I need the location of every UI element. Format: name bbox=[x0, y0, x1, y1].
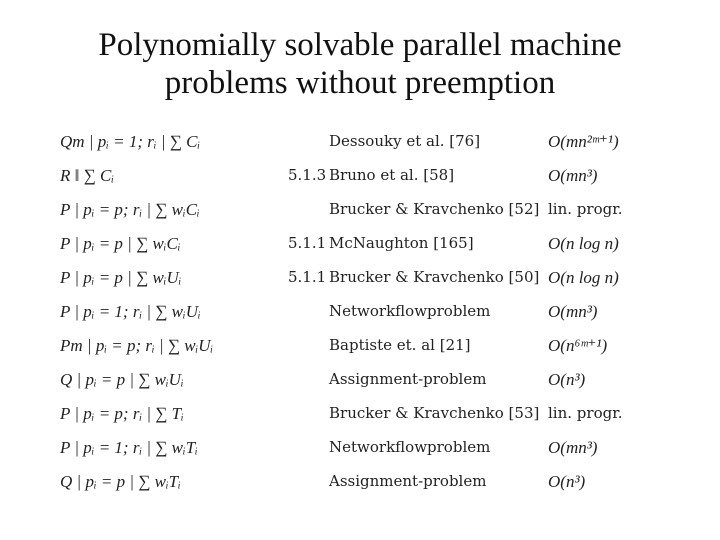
complexity: lin. progr. bbox=[548, 200, 623, 218]
problem-notation: Pm | pᵢ = p; rᵢ | ∑ wᵢUᵢ bbox=[60, 336, 214, 355]
complexity: O(n³) bbox=[548, 472, 586, 491]
problem-notation: P | pᵢ = p; rᵢ | ∑ wᵢCᵢ bbox=[60, 200, 200, 219]
problem-notation: P | pᵢ = p; rᵢ | ∑ Tᵢ bbox=[60, 404, 184, 423]
table-row bbox=[0, 468, 720, 498]
complexity: O(mn²ᵐ⁺¹) bbox=[548, 132, 619, 151]
section-number: 5.1.3 bbox=[288, 166, 327, 184]
reference: Assignment-problem bbox=[329, 472, 487, 490]
complexity: O(n log n) bbox=[548, 268, 619, 287]
complexity: O(mn³) bbox=[548, 302, 598, 321]
problem-notation: Q | pᵢ = p | ∑ wᵢTᵢ bbox=[60, 472, 181, 491]
table-row bbox=[0, 162, 720, 192]
section-number: 5.1.1 bbox=[288, 268, 327, 286]
reference: Networkflowproblem bbox=[329, 302, 491, 320]
table-row bbox=[0, 128, 720, 158]
table-row bbox=[0, 298, 720, 328]
reference: Brucker & Kravchenko [52] bbox=[329, 200, 540, 218]
complexity: O(n⁶ᵐ⁺¹) bbox=[548, 336, 608, 355]
problem-notation: R ‖ ∑ Cᵢ bbox=[60, 166, 115, 185]
complexity: O(mn³) bbox=[548, 166, 598, 185]
table-row bbox=[0, 196, 720, 226]
slide-title bbox=[0, 26, 720, 102]
problem-notation: P | pᵢ = 1; rᵢ | ∑ wᵢTᵢ bbox=[60, 438, 198, 457]
reference: Dessouky et al. [76] bbox=[329, 132, 481, 150]
problem-notation: Qm | pᵢ = 1; rᵢ | ∑ Cᵢ bbox=[60, 132, 201, 151]
reference: Brucker & Kravchenko [50] bbox=[329, 268, 540, 286]
section-number: 5.1.1 bbox=[288, 234, 327, 252]
table-row bbox=[0, 400, 720, 430]
table-row bbox=[0, 332, 720, 362]
problem-notation: Q | pᵢ = p | ∑ wᵢUᵢ bbox=[60, 370, 184, 389]
reference: Networkflowproblem bbox=[329, 438, 491, 456]
reference: Brucker & Kravchenko [53] bbox=[329, 404, 540, 422]
table-row bbox=[0, 366, 720, 396]
complexity: O(n log n) bbox=[548, 234, 619, 253]
table-row bbox=[0, 230, 720, 260]
complexity: O(n³) bbox=[548, 370, 586, 389]
reference: McNaughton [165] bbox=[329, 234, 474, 252]
table-row bbox=[0, 434, 720, 464]
reference: Bruno et al. [58] bbox=[329, 166, 455, 184]
problem-notation: P | pᵢ = p | ∑ wᵢCᵢ bbox=[60, 234, 181, 253]
problem-notation: P | pᵢ = 1; rᵢ | ∑ wᵢUᵢ bbox=[60, 302, 201, 321]
complexity: O(mn³) bbox=[548, 438, 598, 457]
complexity: lin. progr. bbox=[548, 404, 623, 422]
problem-notation: P | pᵢ = p | ∑ wᵢUᵢ bbox=[60, 268, 182, 287]
reference: Baptiste et. al [21] bbox=[329, 336, 471, 354]
title-line-1: Polynomially solvable parallel machine bbox=[98, 27, 622, 63]
title-line-2: problems without preemption bbox=[164, 65, 556, 101]
reference: Assignment-problem bbox=[329, 370, 487, 388]
table-row bbox=[0, 264, 720, 294]
